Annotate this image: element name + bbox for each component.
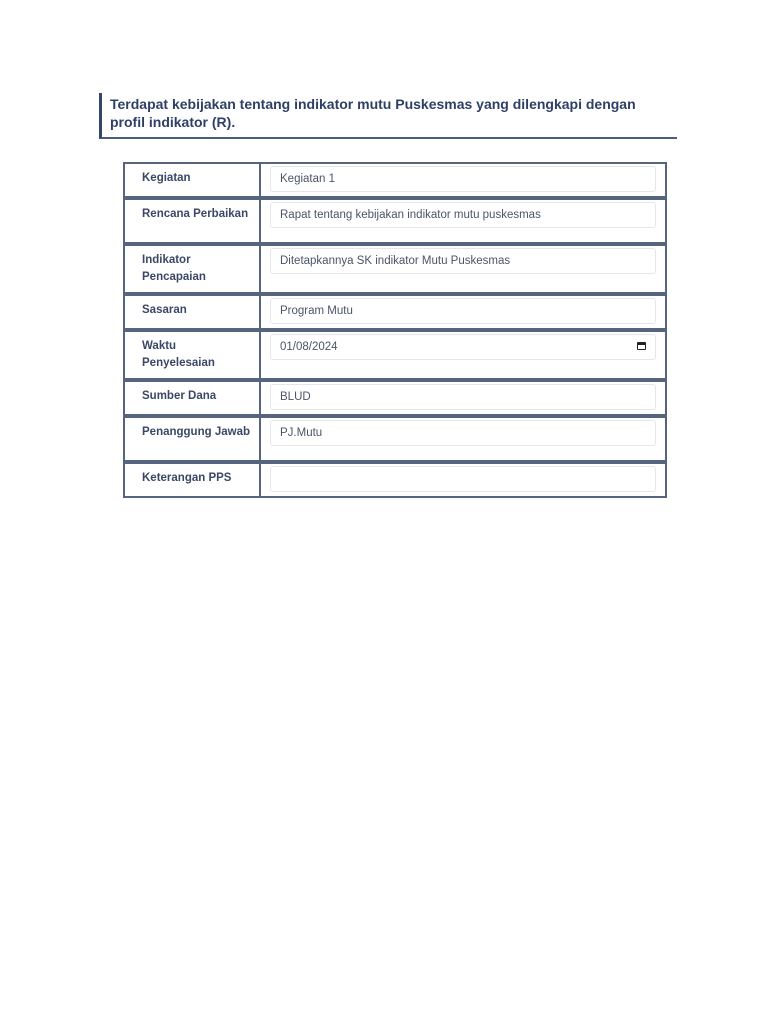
table-row <box>124 380 666 416</box>
label-keterangan-pps: Keterangan PPS <box>124 462 260 497</box>
label-kegiatan: Kegiatan <box>124 163 260 198</box>
table-row <box>124 163 666 198</box>
penanggung-jawab-field[interactable]: PJ.Mutu <box>270 420 656 446</box>
label-waktu-penyelesaian: Waktu Penyelesaian <box>124 330 260 380</box>
rencana-perbaikan-field[interactable]: Rapat tentang kebijakan indikator mutu puskesmas <box>270 202 656 228</box>
indikator-pencapaian-field[interactable]: Ditetapkannya SK indikator Mutu Puskesmas <box>270 248 656 274</box>
plan-form-table <box>123 162 667 498</box>
waktu-penyelesaian-date-input[interactable] <box>270 334 656 360</box>
label-penanggung-jawab: Penanggung Jawab <box>124 416 260 462</box>
keterangan-pps-field[interactable] <box>270 466 656 492</box>
table-row <box>124 462 666 497</box>
sasaran-field[interactable]: Program Mutu <box>270 298 656 324</box>
sumber-dana-field[interactable]: BLUD <box>270 384 656 410</box>
section-heading: Terdapat kebijakan tentang indikator mutu Puskesmas yang dilengkapi dengan profil indikator (R). <box>99 93 677 139</box>
table-row <box>124 330 666 380</box>
table-row <box>124 198 666 244</box>
calendar-icon[interactable] <box>637 342 646 350</box>
label-sumber-dana: Sumber Dana <box>124 380 260 416</box>
table-row <box>124 416 666 462</box>
date-value: 01/08/2024 <box>280 341 338 353</box>
table-row <box>124 294 666 330</box>
table-row <box>124 244 666 294</box>
label-indikator-pencapaian: Indikator Pencapaian <box>124 244 260 294</box>
label-sasaran: Sasaran <box>124 294 260 330</box>
kegiatan-field[interactable]: Kegiatan 1 <box>270 166 656 192</box>
label-rencana-perbaikan: Rencana Perbaikan <box>124 198 260 244</box>
